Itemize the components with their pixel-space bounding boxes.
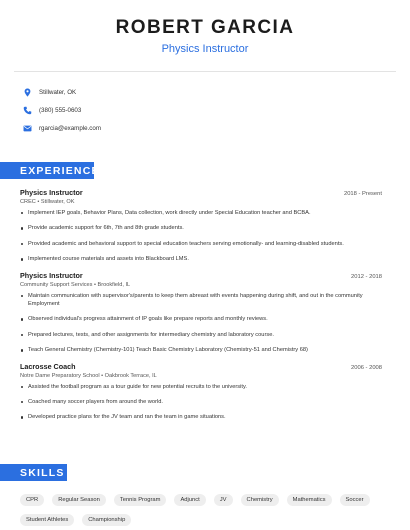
job-bullet: Maintain communication with supervisor's/parents to keep them abreast with events happening during shift, and out in the community Employment: [20, 292, 382, 309]
job-organization: Notre Dame Preparatory School • Oakbrook Terrace, IL: [20, 372, 157, 379]
skill-tag: Adjunct: [174, 494, 205, 506]
job-bullet: Provide academic support for 6th, 7th and 8th grade students.: [20, 224, 382, 232]
job-bullet: Implemented course materials and assets into Blackboard LMS.: [20, 255, 382, 263]
job-bullet: Prepared lectures, tests, and other assignments for intermediary chemistry and laboratory course.: [20, 331, 382, 339]
email-text: rgarcia@example.com: [39, 124, 101, 132]
job-title: Physics Instructor: [20, 270, 83, 280]
candidate-name: ROBERT GARCIA: [115, 17, 295, 38]
job-organization: Community Support Services • Brookfield, IL: [20, 281, 131, 288]
job-dates: 2012 - 2018: [351, 273, 382, 280]
job-bullet: Teach General Chemistry (Chemistry-101) Teach Basic Chemistry Laboratory (Chemistry-51 and Chemistry 68): [20, 346, 382, 354]
envelope-icon: [22, 123, 32, 133]
job-bullet: Provided academic and behavioral support to special education teachers serving emotionally- and learning-disabled students.: [20, 240, 382, 248]
job-bullet: Developed practice plans for the JV team and ran the team in game situations.: [20, 413, 382, 421]
location-text: Stillwater, OK: [39, 88, 77, 96]
phone-text: (380) 555-0603: [39, 106, 82, 114]
job-bullet: Assisted the football program as a tour guide for new potential recruits to the university.: [20, 383, 382, 391]
skill-tag: CPR: [20, 494, 44, 506]
skill-tag: Regular Season: [52, 494, 106, 506]
job-title: Lacrosse Coach: [20, 361, 76, 371]
job-entry: [20, 271, 382, 355]
skills-list: [20, 494, 396, 530]
contact-list: [0, 72, 410, 137]
contact-location: [22, 83, 410, 101]
contact-email: [22, 119, 410, 137]
skill-tag: Chemistry: [241, 494, 279, 506]
phone-icon: [22, 105, 32, 115]
candidate-title: Physics Instructor: [161, 43, 249, 55]
job-bullets: [20, 209, 382, 264]
map-pin-icon: [22, 87, 32, 97]
contact-phone: [22, 101, 410, 119]
job-entry: [20, 188, 382, 264]
skill-tag: Tennis Program: [114, 494, 167, 506]
skill-tag: Soccer: [340, 494, 370, 506]
skill-tag: Student Athletes: [20, 514, 74, 526]
skill-tag: Mathematics: [287, 494, 332, 506]
skills-heading: SKILLS: [0, 464, 67, 481]
experience-heading: EXPERIENCE: [0, 162, 94, 179]
job-dates: 2018 - Present: [343, 191, 382, 197]
job-bullet: Observed individual's progress attainment of IP goals like prepare reports and monthly reviews.: [20, 315, 382, 323]
job-entry: [20, 362, 382, 422]
job-bullet: Implement IEP goals, Behavior Plans, Data collection, work directly under Special Education teacher and BCBA.: [20, 209, 382, 217]
job-title: Physics Instructor: [20, 188, 83, 197]
job-bullet: Coached many soccer players from around the world.: [20, 398, 382, 406]
job-dates: 2006 - 2008: [351, 364, 382, 371]
job-bullets: [20, 383, 382, 422]
job-organization: CREC • Stillwater, OK: [20, 199, 75, 205]
experience-section: [20, 188, 382, 429]
skill-tag: Championship: [82, 514, 131, 526]
skill-tag: JV: [214, 494, 233, 506]
resume-header: [0, 0, 410, 56]
job-bullets: [20, 292, 382, 355]
